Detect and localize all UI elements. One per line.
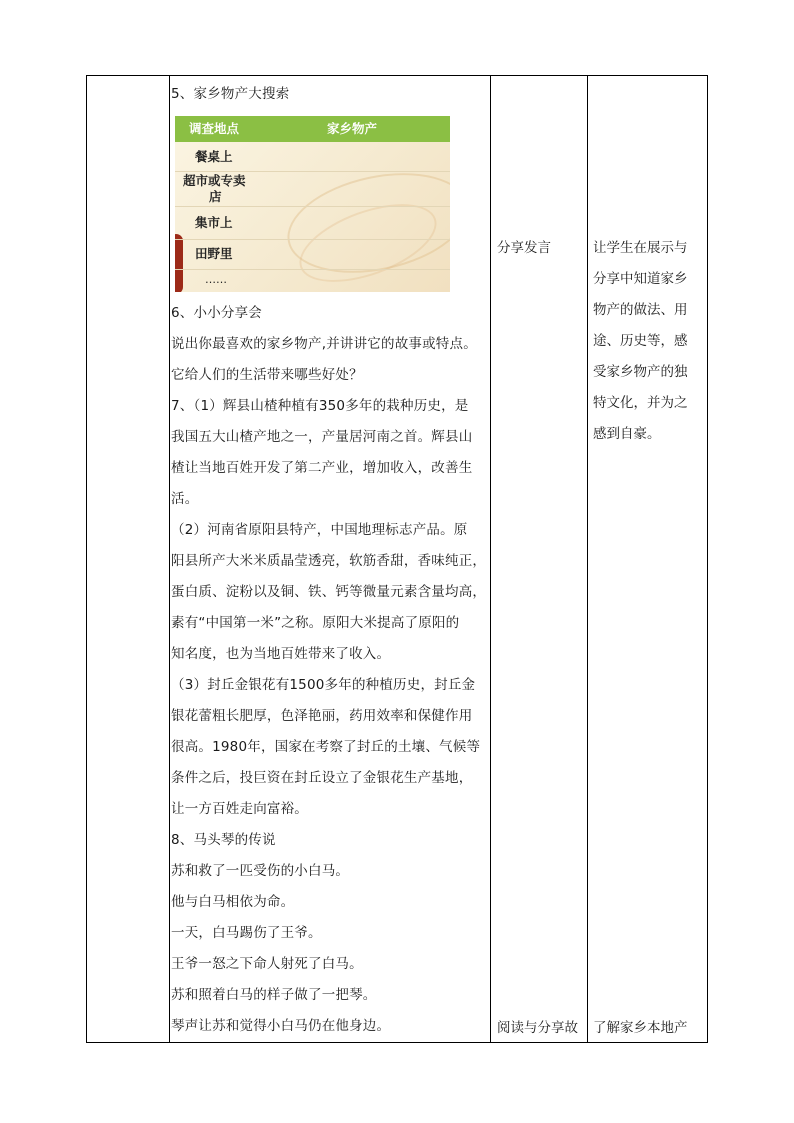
- text-line: 一天，白马踢伤了王爷。: [171, 925, 322, 941]
- text-line: 6、小小分享会: [171, 305, 262, 321]
- text-line: 楂让当地百姓开发了第二产业，增加收入，改善生: [171, 460, 473, 476]
- text-line: 让一方百姓走向富裕。: [171, 801, 308, 817]
- column-divider: [169, 76, 170, 1042]
- column-divider: [587, 76, 588, 1042]
- text-line: 物产的做法、用: [593, 302, 688, 318]
- text-line: 王爷一怒之下命人射死了白马。: [171, 956, 363, 972]
- text-line: 条件之后，投巨资在封丘设立了金银花生产基地，: [171, 770, 473, 786]
- text-line: 特文化，并为之: [593, 395, 688, 411]
- survey-row: ……: [205, 273, 227, 286]
- text-line: 让学生在展示与: [593, 240, 688, 256]
- text-line: 它给人们的生活带来哪些好处？: [171, 367, 363, 383]
- text-line: 7、（1）辉县山楂种植有350多年的栽种历史，是: [171, 398, 469, 414]
- activity-cell: [171, 76, 491, 1042]
- survey-row: 餐桌上: [175, 142, 450, 172]
- text-line: 很高。1980年，国家在考察了封丘的土壤、气候等: [171, 739, 481, 755]
- text-line: 琴声让苏和觉得小白马仍在他身边。: [171, 1018, 391, 1034]
- text-line: （3）封丘金银花有1500多年的种植历史，封丘金: [171, 677, 476, 693]
- survey-row: 田野里: [175, 240, 450, 270]
- text-line: （2）河南省原阳县特产，中国地理标志产品。原: [171, 522, 468, 538]
- survey-header: [175, 116, 450, 142]
- text-line: 素有“中国第一米”之称。原阳大米提高了原阳的: [171, 615, 460, 631]
- design-intent-cell: [593, 1013, 705, 1044]
- text-line: 分享中知道家乡: [593, 271, 688, 287]
- text-line: 知名度，也为当地百姓带来了收入。: [171, 646, 391, 662]
- text-line: 受家乡物产的独: [593, 364, 688, 380]
- student-share: 分享发言: [497, 240, 551, 256]
- text-line: 8、马头琴的传说: [171, 832, 276, 848]
- text-line: 苏和照着白马的样子做了一把琴。: [171, 987, 377, 1003]
- text-line: 说出你最喜欢的家乡物产,并讲讲它的故事或特点。: [171, 336, 477, 352]
- survey-row: 超市或专卖 店: [175, 172, 450, 207]
- text-line: 活。: [171, 491, 199, 507]
- design-intent-cell: [593, 233, 705, 450]
- student-read: 阅读与分享故: [497, 1020, 578, 1036]
- survey-row: 集市上: [175, 207, 450, 240]
- text-line: 感到自豪。: [593, 426, 661, 442]
- section-heading: 5、家乡物产大搜索: [171, 86, 290, 102]
- text-line: 了解家乡本地产: [593, 1020, 688, 1036]
- text-line: 他与白马相依为命。: [171, 894, 295, 910]
- text-line: 途、历史等，感: [593, 333, 688, 349]
- student-activity-cell: [497, 233, 587, 264]
- text-line: 银花蕾粗长肥厚，色泽艳丽，药用效率和保健作用: [171, 708, 473, 724]
- text-line: 我国五大山楂产地之一，产量居河南之首。辉县山: [171, 429, 473, 445]
- text-line: 蛋白质、淀粉以及铜、铁、钙等微量元素含量均高，: [171, 584, 487, 600]
- text-line: 苏和救了一匹受伤的小白马。: [171, 863, 350, 879]
- text-line: 阳县所产大米米质晶莹透亮，软筋香甜，香味纯正，: [171, 553, 487, 569]
- lesson-table: [86, 75, 708, 1043]
- header-product: 家乡物产: [327, 121, 378, 136]
- student-activity-cell: [497, 1013, 587, 1044]
- survey-image: [175, 116, 450, 292]
- header-location: 调查地点: [189, 121, 240, 136]
